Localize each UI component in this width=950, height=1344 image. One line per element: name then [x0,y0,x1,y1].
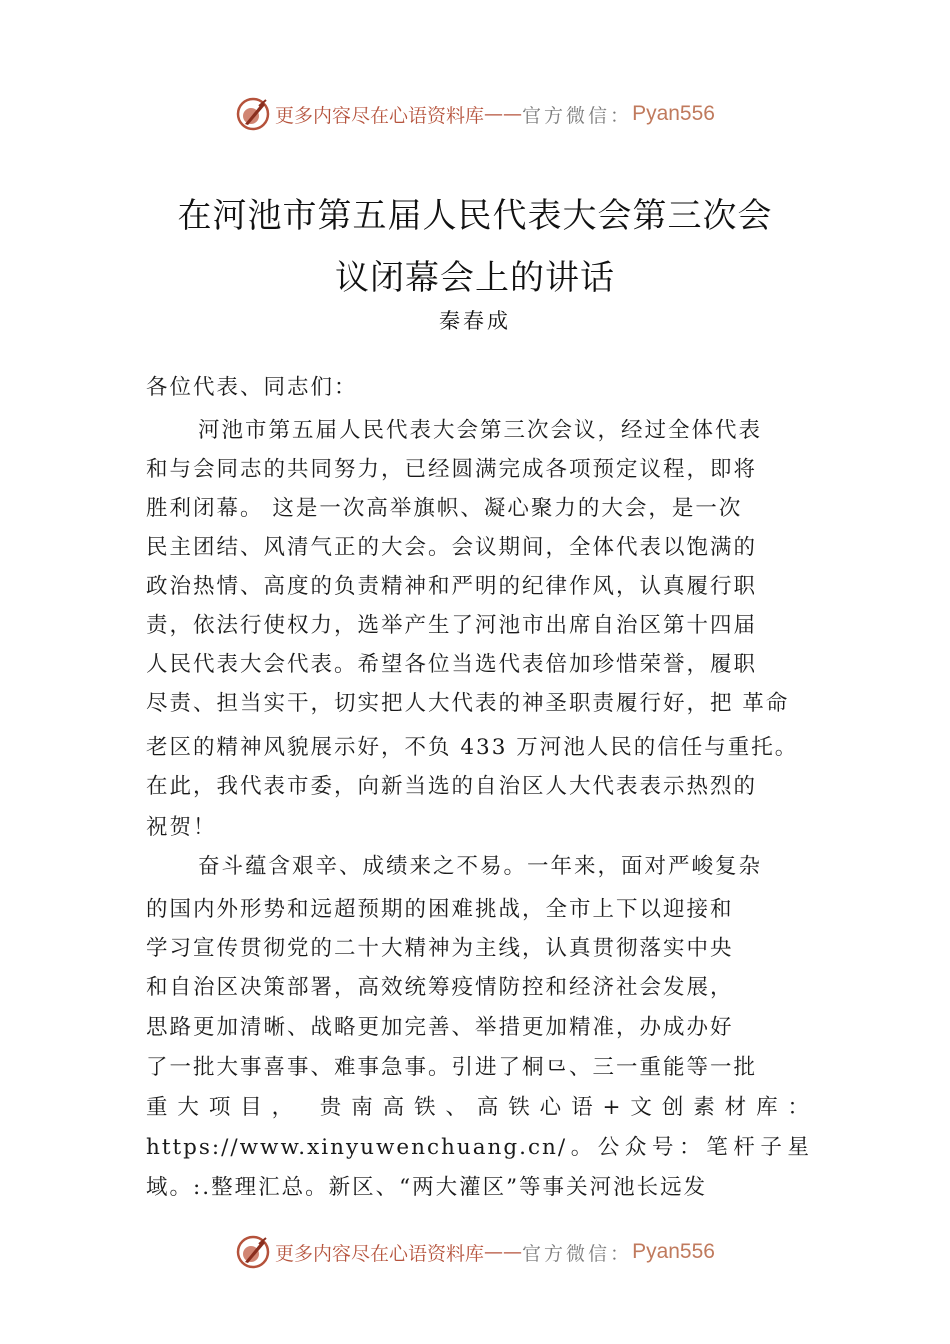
body-line: 在此，我代表市委，向新当选的自治区人大代表表示热烈的 [146,774,758,799]
body-line: 和与会同志的共同努力，已经圆满完成各项预定议程，即将 [146,457,758,482]
document-title-line-1: 在河池市第五届人民代表大会第三次会 [177,196,773,236]
watermark-dash: —— [484,103,523,125]
body-line: 胜利闭幕。 这是一次高举旗帜、凝心聚力的大会，是一次 [146,496,743,521]
watermark-official-label: 官方微信： [522,104,633,127]
watermark-account: Pyan556 [632,102,715,125]
body-line: 各位代表、同志们： [146,375,358,400]
body-line: 思路更加清晰、战略更加完善、举措更加精准，办成办好 [146,1015,734,1040]
header-watermark [0,94,950,134]
body-line: 祝贺！ [146,815,217,840]
body-line: 河池市第五届人民代表大会第三次会议，经过全体代表 [198,418,763,443]
body-line: https://www.xinyuwenchuang.cn/。公众号：笔杆子星 [146,1135,811,1160]
body-line: 尽责、担当实干，切实把人大代表的神圣职责履行好，把 革命 [146,691,790,716]
document-title-line-2: 议闭幕会上的讲话 [335,258,615,298]
body-line: 责，依法行使权力，选举产生了河池市出席自治区第十四届 [146,613,758,638]
quill-logo-icon [235,1234,271,1270]
watermark-site-text: 更多内容尽在心语资料库 [275,104,485,127]
quill-logo-icon [235,96,271,132]
watermark-site-text: 更多内容尽在心语资料库 [275,1242,485,1265]
body-line: 学习宣传贯彻党的二十大精神为主线，认真贯彻落实中央 [146,936,734,961]
document-author: 秦春成 [439,309,511,333]
footer-watermark [0,1232,950,1272]
watermark-official-label: 官方微信： [522,1242,633,1265]
body-line: 民主团结、风清气正的大会。会议期间，全体代表以饱满的 [146,535,758,560]
body-line: 政治热情、高度的负责精神和严明的纪律作风，认真履行职 [146,574,758,599]
body-line: 域。:.整理汇总。新区、“两大灌区”等事关河池长远发 [146,1175,708,1200]
body-line: 人民代表大会代表。希望各位当选代表倍加珍惜荣誉，履职 [146,652,758,677]
watermark-account: Pyan556 [632,1240,715,1263]
body-line: 奋斗蕴含艰辛、成绩来之不易。一年来，面对严峻复杂 [198,854,763,879]
watermark-dash: —— [484,1241,523,1263]
body-line: 和自治区决策部署，高效统筹疫情防控和经济社会发展， [146,975,734,1000]
body-line: 的国内外形势和远超预期的困难挑战，全市上下以迎接和 [146,897,734,922]
body-line: 老区的精神风貌展示好，不负 433 万河池人民的信任与重托。 [146,735,799,760]
body-line: 了一批大事喜事、难事急事。引进了桐⺋、三一重能等一批 [146,1055,758,1080]
body-line: 重大项目， 贵南高铁、高铁心语+文创素材库： [146,1095,811,1120]
